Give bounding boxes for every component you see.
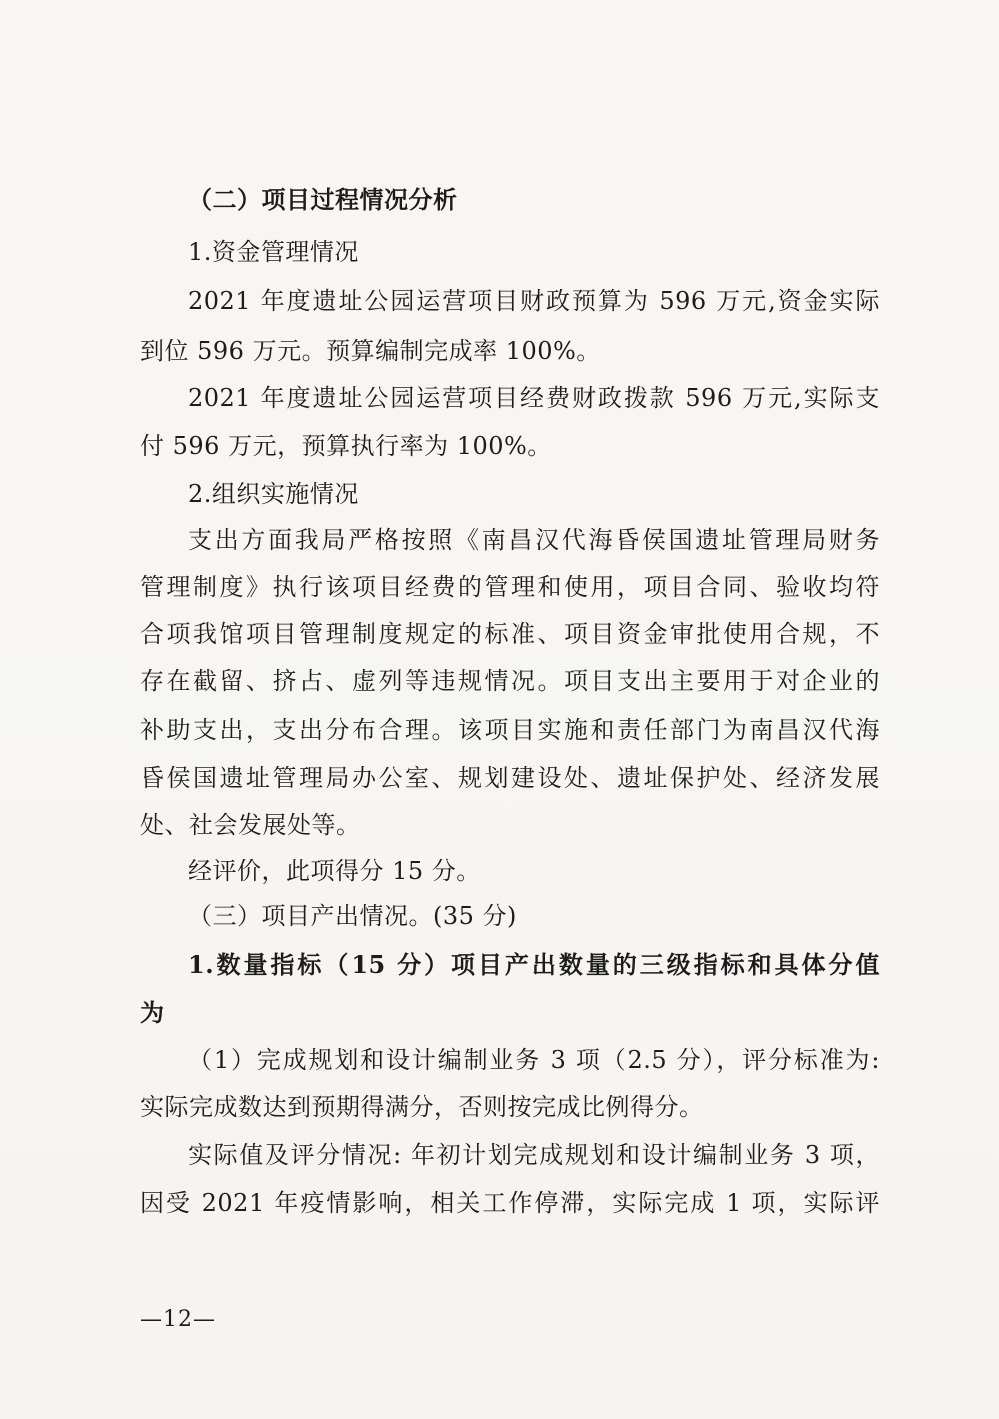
subheading-organization-implementation: 2.组织实施情况: [188, 480, 359, 508]
criterion-line-2: 实际完成数达到预期得满分，否则按完成比例得分。: [140, 1093, 704, 1121]
paragraph-budget-line-1: 2021 年度遗址公园运营项目财政预算为 596 万元,资金实际: [188, 287, 880, 315]
paragraph-implementation-line-5: 补助支出，支出分布合理。该项目实施和责任部门为南昌汉代海: [140, 716, 880, 744]
quantity-indicator-line-1: 1.数量指标（15 分）项目产出数量的三级指标和具体分值: [188, 950, 880, 979]
paragraph-implementation-line-7: 处、社会发展处等。: [140, 811, 361, 839]
criterion-line-1: （1）完成规划和设计编制业务 3 项（2.5 分），评分标准为:: [188, 1046, 880, 1074]
paragraph-implementation-line-3: 合项我馆项目管理制度规定的标准、项目资金审批使用合规，不: [140, 620, 880, 648]
subheading-fund-management: 1.资金管理情况: [188, 238, 359, 266]
quantity-indicator-line-2: 为: [140, 998, 165, 1027]
section-heading-process-analysis: （二）项目过程情况分析: [188, 185, 458, 214]
actual-value-line-2: 因受 2021 年疫情影响，相关工作停滞，实际完成 1 项，实际评: [140, 1189, 880, 1217]
actual-value-line-1: 实际值及评分情况: 年初计划完成规划和设计编制业务 3 项，: [188, 1141, 880, 1169]
evaluation-score-line: 经评价，此项得分 15 分。: [188, 857, 481, 885]
paragraph-implementation-line-6: 昏侯国遗址管理局办公室、规划建设处、遗址保护处、经济发展: [140, 764, 880, 792]
paragraph-implementation-line-4: 存在截留、挤占、虚列等违规情况。项目支出主要用于对企业的: [140, 667, 880, 695]
paragraph-appropriation-line-2: 付 596 万元，预算执行率为 100%。: [140, 432, 552, 460]
paragraph-budget-line-2: 到位 596 万元。预算编制完成率 100%。: [140, 337, 601, 365]
paragraph-implementation-line-2: 管理制度》执行该项目经费的管理和使用，项目合同、验收均符: [140, 573, 880, 601]
paragraph-appropriation-line-1: 2021 年度遗址公园运营项目经费财政拨款 596 万元,实际支: [188, 384, 880, 412]
page-number: —12—: [140, 1307, 216, 1332]
paragraph-implementation-line-1: 支出方面我局严格按照《南昌汉代海昏侯国遗址管理局财务: [188, 526, 880, 554]
section-heading-output: （三）项目产出情况。(35 分): [188, 902, 517, 930]
